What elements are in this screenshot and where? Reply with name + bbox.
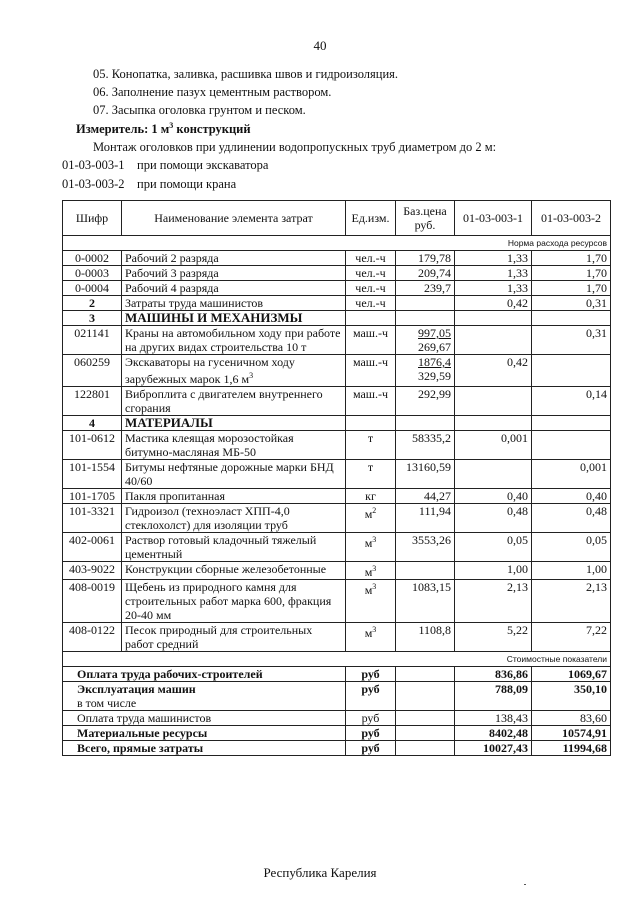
table-row xyxy=(63,623,611,652)
cell-price: 292,99 xyxy=(396,387,455,416)
cell-v1: 1,33 xyxy=(455,281,532,296)
cell-price: 13160,59 xyxy=(396,460,455,489)
cell-v2: 0,48 xyxy=(532,504,611,533)
cell-unit: маш.-ч xyxy=(346,355,396,387)
cell-v1: 0,42 xyxy=(455,296,532,311)
cell-v1: 5,22 xyxy=(455,623,532,652)
header-price: Баз.цена руб. xyxy=(396,201,455,236)
total-v1: 138,43 xyxy=(455,711,532,726)
header-variant-1: 01-03-003-1 xyxy=(455,201,532,236)
cell-price: 239,7 xyxy=(396,281,455,296)
table-header-row xyxy=(63,201,611,236)
item-06: 06. Заполнение пазух цементным раствором. xyxy=(93,85,332,99)
total-row xyxy=(63,711,611,726)
item-05: 05. Конопатка, заливка, расшивка швов и гидроизоляция. xyxy=(93,67,399,81)
total-row xyxy=(63,741,611,756)
scan-speck xyxy=(524,884,526,885)
cell-price: 1876,4 329,59 xyxy=(396,355,455,387)
cell-unit: $м^3$ xyxy=(346,580,396,623)
machines-section-row xyxy=(63,311,611,326)
cell-unit: $м^2$ xyxy=(346,504,396,533)
cell-code: 101-3321 xyxy=(63,504,122,533)
total-unit: руб xyxy=(346,711,396,726)
table-row xyxy=(63,251,611,266)
total-unit: руб xyxy=(346,726,396,741)
cell-price: 179,78 xyxy=(396,251,455,266)
cell-code: 101-1705 xyxy=(63,489,122,504)
cell-name: Краны на автомобильном ходу при работе на других видах строительства 10 т xyxy=(122,326,346,355)
cell-v1: 1,33 xyxy=(455,266,532,281)
cell-v2: 0,31 xyxy=(532,296,611,311)
total-v2: 350,10 xyxy=(532,682,611,711)
table-row xyxy=(63,533,611,562)
cell-code: 060259 xyxy=(63,355,122,387)
cell-price: 1083,15 xyxy=(396,580,455,623)
cell-v2: 0,40 xyxy=(532,489,611,504)
cell-price: 1108,8 xyxy=(396,623,455,652)
cell-v2: 0,14 xyxy=(532,387,611,416)
table-row xyxy=(63,562,611,580)
cell-v2: 0,31 xyxy=(532,326,611,355)
cell-name: Песок природный для строительных работ средний xyxy=(122,623,346,652)
cell-v2: 1,70 xyxy=(532,251,611,266)
total-price xyxy=(396,682,455,711)
section-code: 4 xyxy=(63,416,122,431)
cell-name: Конструкции сборные железобетонные xyxy=(122,562,346,580)
total-unit: руб xyxy=(346,741,396,756)
cell-name: Рабочий 2 разряда xyxy=(122,251,346,266)
cell-unit: $м^3$ xyxy=(346,533,396,562)
cell-price: 997,05 269,67 xyxy=(396,326,455,355)
cell-price: 44,27 xyxy=(396,489,455,504)
cell-v2: 2,13 xyxy=(532,580,611,623)
table-row xyxy=(63,489,611,504)
header-unit: Ед.изм. xyxy=(346,201,396,236)
total-price xyxy=(396,667,455,682)
labor-rows xyxy=(63,251,611,296)
cell-unit: чел.-ч xyxy=(346,296,396,311)
table-row xyxy=(63,431,611,460)
footer-region: Республика Карелия xyxy=(263,865,377,880)
cell-v1: 0,40 xyxy=(455,489,532,504)
cell-code: 101-0612 xyxy=(63,431,122,460)
cell-name: Мастика клеящая морозостойкая битумно-масляная МБ-50 xyxy=(122,431,346,460)
cell-price xyxy=(396,296,455,311)
section-code: 3 xyxy=(63,311,122,326)
cell-v2: 1,00 xyxy=(532,562,611,580)
table-row xyxy=(63,266,611,281)
cell-name: Затраты труда машинистов xyxy=(122,296,346,311)
total-name: Эксплуатация машин в том числе xyxy=(63,682,346,711)
cell-name: Рабочий 4 разряда xyxy=(122,281,346,296)
norm-label: Норма расхода ресурсов xyxy=(63,236,611,251)
machinist-row xyxy=(63,296,611,311)
cell-unit: $м^3$ xyxy=(346,562,396,580)
cell-unit: маш.-ч xyxy=(346,326,396,355)
montage-description: Монтаж оголовков при удлинении водопропускных труб диаметром до 2 м: xyxy=(93,140,497,154)
cell-unit: т xyxy=(346,431,396,460)
cell-name: Рабочий 3 разряда xyxy=(122,266,346,281)
table-row xyxy=(63,504,611,533)
cell-unit: чел.-ч xyxy=(346,251,396,266)
cell-v1: 1,33 xyxy=(455,251,532,266)
cell-v1: 1,00 xyxy=(455,562,532,580)
total-unit: руб xyxy=(346,667,396,682)
total-name: Материальные ресурсы xyxy=(63,726,346,741)
variant-2: 01-03-003-2 при помощи крана xyxy=(62,177,237,191)
cell-code: 2 xyxy=(63,296,122,311)
cell-price xyxy=(396,562,455,580)
cell-v1: 0,001 xyxy=(455,431,532,460)
cell-code: 021141 xyxy=(63,326,122,355)
total-row xyxy=(63,667,611,682)
cost-label: Стоимостные показатели xyxy=(63,652,611,667)
cell-v1 xyxy=(455,387,532,416)
total-v1: 10027,43 xyxy=(455,741,532,756)
cell-unit: кг xyxy=(346,489,396,504)
cell-v1 xyxy=(455,326,532,355)
cell-code: 408-0122 xyxy=(63,623,122,652)
cell-unit: маш.-ч xyxy=(346,387,396,416)
cell-v1: 0,48 xyxy=(455,504,532,533)
cell-code: 408-0019 xyxy=(63,580,122,623)
cell-name: Пакля пропитанная xyxy=(122,489,346,504)
total-name: Всего, прямые затраты xyxy=(63,741,346,756)
cell-code: 403-9022 xyxy=(63,562,122,580)
table-row xyxy=(63,580,611,623)
total-v2: 11994,68 xyxy=(532,741,611,756)
cell-price: 3553,26 xyxy=(396,533,455,562)
total-v1: 8402,48 xyxy=(455,726,532,741)
total-v2: 83,60 xyxy=(532,711,611,726)
cell-code: 0-0003 xyxy=(63,266,122,281)
cell-name: Гидроизол (техноэласт ХПП-4,0 стеклохолст) для изоляции труб xyxy=(122,504,346,533)
cell-v2: 1,70 xyxy=(532,281,611,296)
cell-name: Виброплита с двигателем внутреннего сгорания xyxy=(122,387,346,416)
cell-code: 101-1554 xyxy=(63,460,122,489)
cell-price: 111,94 xyxy=(396,504,455,533)
table-row xyxy=(63,326,611,355)
cell-unit: т xyxy=(346,460,396,489)
cell-v1: 0,05 xyxy=(455,533,532,562)
total-name: Оплата труда рабочих-строителей xyxy=(63,667,346,682)
cell-code: 0-0002 xyxy=(63,251,122,266)
cell-price: 209,74 xyxy=(396,266,455,281)
materials-section-row xyxy=(63,416,611,431)
total-v1: 836,86 xyxy=(455,667,532,682)
total-v1: 788,09 xyxy=(455,682,532,711)
cell-name: Экскаваторы на гусеничном ходу зарубежных марок 1,6 $м^3$ xyxy=(122,355,346,387)
cell-v2: 7,22 xyxy=(532,623,611,652)
cell-v2 xyxy=(532,355,611,387)
machine-rows xyxy=(63,326,611,416)
variant-1: 01-03-003-1 при помощи экскаватора xyxy=(62,158,269,172)
total-row xyxy=(63,726,611,741)
cell-v2: 1,70 xyxy=(532,266,611,281)
table-row xyxy=(63,460,611,489)
section-title: МАТЕРИАЛЫ xyxy=(122,416,346,431)
total-v2: 10574,91 xyxy=(532,726,611,741)
total-v2: 1069,67 xyxy=(532,667,611,682)
cell-name: Раствор готовый кладочный тяжелый цементный xyxy=(122,533,346,562)
cost-label-row xyxy=(63,652,611,667)
cell-unit: чел.-ч xyxy=(346,281,396,296)
cell-name: Битумы нефтяные дорожные марки БНД 40/60 xyxy=(122,460,346,489)
header-code: Шифр xyxy=(63,201,122,236)
cell-code: 402-0061 xyxy=(63,533,122,562)
table-row xyxy=(63,387,611,416)
item-07: 07. Засыпка оголовка грунтом и песком. xyxy=(93,103,306,117)
cell-v1: 2,13 xyxy=(455,580,532,623)
cell-name: Щебень из природного камня для строительных работ марка 600, фракция 20-40 мм xyxy=(122,580,346,623)
total-name: Оплата труда машинистов xyxy=(63,711,346,726)
total-price xyxy=(396,741,455,756)
cell-unit: чел.-ч xyxy=(346,266,396,281)
cell-code: 0-0004 xyxy=(63,281,122,296)
total-rows xyxy=(63,667,611,756)
total-price xyxy=(396,726,455,741)
cell-v2: 0,05 xyxy=(532,533,611,562)
cell-v2 xyxy=(532,431,611,460)
total-unit: руб xyxy=(346,682,396,711)
cell-v1 xyxy=(455,460,532,489)
total-price xyxy=(396,711,455,726)
resource-table xyxy=(62,200,611,756)
norm-label-row xyxy=(63,236,611,251)
cell-v2: 0,001 xyxy=(532,460,611,489)
section-title: МАШИНЫ И МЕХАНИЗМЫ xyxy=(122,311,346,326)
cell-v1: 0,42 xyxy=(455,355,532,387)
cell-unit: $м^3$ xyxy=(346,623,396,652)
page-number: 40 xyxy=(313,38,327,53)
cell-price: 58335,2 xyxy=(396,431,455,460)
table-row xyxy=(63,355,611,387)
cell-code: 122801 xyxy=(63,387,122,416)
header-variant-2: 01-03-003-2 xyxy=(532,201,611,236)
total-row xyxy=(63,682,611,711)
measure-line: Измеритель: 1 $м^3$ конструкций xyxy=(76,121,251,137)
table-row xyxy=(63,281,611,296)
header-name: Наименование элемента затрат xyxy=(122,201,346,236)
material-rows xyxy=(63,431,611,652)
